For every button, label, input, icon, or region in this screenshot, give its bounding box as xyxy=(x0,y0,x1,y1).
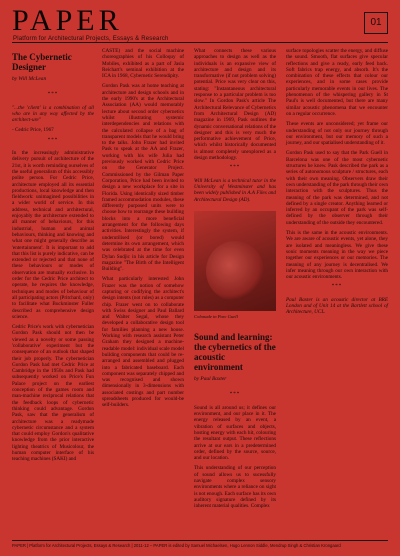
column-4 xyxy=(286,48,388,320)
section-separator: *** xyxy=(229,165,241,171)
bottom-divider xyxy=(12,540,388,541)
article-2-paragraph: Gordon Pask used to say that the Park Guell in Barcelona was one of the most cybernetic structures he knew. Pask described the park as a series of autonomous sculpture / structures, each with their own meaning. Observers draw their own understanding of the park through their own interaction with the sculptures. Thus the meaning of the park was determined, and not defined by a single creator. Anything learned or inferred by an occupant of the park was self-defined by the observer through their understanding of the outside they encountered. xyxy=(286,150,388,226)
article-1-paragraph: Cedric Price's work with cybernetician Gordon Pask should not then be viewed as a novelty or some passing 'collaborative' experiment but the consequence of an outlook that shaped their job properly. The cybernetician Gordon Pask had met Cedric Price at Cambridge in the 1950s and Pask had subsequently worked on Price's Fun Palace project on the earliest conception of the games room and man-machine reciprocal relations that the feedback loops of cybernetic thinking could advantage. Gordon Pask, saw that the generalism of architecture was a readymade cybernetic circumstance and a system that could employ Gordon's qualitative knowledge from the prior interactive lighting theatrics of Musicolour, the human computer interface of his teaching machines (SAKI) and xyxy=(12,324,94,463)
article-2-paragraph: Sound is all around us; it defines our environment, and our place in it. The energy released by an event, a vibration of surfaces and objects, hosting energy with each hit, colouring the resultant output. These reflections arrive at our ears in a predetermined order, defined by the source, source, and our location. xyxy=(194,404,276,462)
article-1-paragraph: What connects these various approaches to design as well as the individuals is an expansive view of architecture and design and its transformative (if not problem solving) potential. Price was very clear on this, stating: "Instantaneous architectural response to a particular problem is too slow." In Gordon Pask's article The Architectural Relevance of Cybernetics from Architectural Design (AD) magazine in 1969, Pask outlines the dynamic conversational relations of the designer and this is very much the performative achievement of Price, which whilst historically documented is almost completely unexplored as a design methodology. xyxy=(194,48,276,162)
section-separator: *** xyxy=(47,137,59,143)
article-1-paragraph: What particularly interested John Frazer was the notion of somehow capturing or codifying the architect's design intents (not rules) as a computer chip. Frazer went on to collaborate with Swiss designer and Paul Ballard and Walter Segal, whose they developed a collaborative design tool for families planning a new house. Working with research assistant Peter Graham they designed a machine-readable model: individual scale model building components that could be re-arranged and assembled and plugged into a fabricated baseboard. Each component was separately chipped and was recognised and shown dimensionally in 3-dimensions with associated costings and part number spreadsheets produced for would-be self-builders. xyxy=(102,276,184,409)
column-2 xyxy=(102,48,184,413)
column-1 xyxy=(12,48,94,467)
top-divider xyxy=(12,42,388,43)
article-1-quote-attribution: - Cedric Price, 1967 xyxy=(12,127,54,134)
article-2-paragraph: These events are unconsidered; yet frame our understanding of not only our journey through our environment, but our memory of such a journey, and our spatialised understanding of it. xyxy=(286,121,388,147)
masthead-subtitle: Platform for Architectural Projects, Essays & Research xyxy=(13,36,169,42)
article-1-paragraph: In the increasingly administrative delivery pursuit of architecture of the 21st, it is worth reminding ourselves of the useful generalism of this accessibly polite person. For Cedric Price, architecture employed all its essential productions, local knowledge and then fieldwork: unimagined possibilities in a wider world of service. In this address, technical and architectural, enjoyably the architecture extended to all manner of behaviours, for this industrial, human and animal behaviours, thinking and knowing and what one might generally describe as 'entertainment'. It is important to add that this list is purely indicative, can be extended or rejected and that none of these behaviours or modes of observation are mutually exclusive. In order for the Cedric Price architect to operate, he requires the knowledge, techniques and modes of behaviour of all participating actors (Pritchard, only) to facilitate what Buckminster Fuller described as comprehensive design science. xyxy=(12,150,94,320)
article-2-paragraph: surface topologies scatter the energy, and diffuse the sound. Smooth, flat surfaces give specular reflections and give a ready, early feed back. Soft fabrics trap energy, and absorb. It's the combination of these effects that colour our experiences, and in some cases provide particularly memorable events in our lives. The phenomenon of the whispering gallery in St Paul's is well documented, but there are many similar acoustic phenomena that we encounter on a regular occurrence. xyxy=(286,48,388,117)
article-2-byline: by Paul Baxter xyxy=(194,376,227,383)
article-2-paragraph: This is the same in the acoustic environments. We are aware of acoustic events, yet alone, they are isolated and meaningless. We give these sonic moments meaning in the way we piece together our experiences or our memories. The meaning of any journey is decentralised. We infer meaning through our own interaction with our acoustic environments. xyxy=(286,230,388,281)
issue-number: 01 xyxy=(364,12,388,34)
article-1-byline: by Will McLean xyxy=(12,76,47,82)
article-1-quote: "...the 'client' is a combination of all who are in any way affected by the architect-ure" xyxy=(12,104,94,124)
section-separator: *** xyxy=(229,392,241,398)
masthead xyxy=(12,4,388,44)
article-1-title: The Cybernetic Designer xyxy=(12,52,72,72)
section-separator: *** xyxy=(47,92,59,98)
footer-credits: PAPER | Platform for Architectural Projects, Essays & Research | 2011-12 – PAPER is edited by Samuel Michaelsen, Hugo Lennon Siddle, Mendrup Singh & Christian Krongaard xyxy=(12,543,341,548)
section-separator: *** xyxy=(331,284,343,290)
article-1-paragraph: Gordon Pask was at home teaching at architecture and design schools and in the early 1990's at the Architectural Association (AA) would memorably lecture about second order cybernetics whilst illustrating systemic interdependencies and relations with the calculated collapse of a bag of transparent models that he would bring to the talks. John Frazer had invited Pask to speak at the AA and Frazer, working with his wife Julia had previously worked with Cedric Price on the Generator Project. Commissioned by the Gilman Paper Corporation, Price had been invited to design a new workplace for a site in Florida. Using identically sized timber framed accommodation modules, these differently purposed units were to choose how to rearrange these building blocks into a more beneficial arrangement for the following days activities. Interestingly the system, if underutilised (or bored) would determine its own arrangement, which was celebrated at the time for even Dylan Sudjic in his article for Design magazine "The Birth of the Intelligent Building". xyxy=(102,83,184,273)
article-2-title: Sound and learning: the cybernetics of the acoustic environment xyxy=(194,332,276,373)
article-1-paragraph: CASTE) and the social machine choreographies of his Colloquy of Mobiles, exhibited as a part of Jasia Reichart's seminal exhibition at the ICA in 1968, Cybernetic Serendipity. xyxy=(102,48,184,80)
photo-caption: Colonade in Parc Guell xyxy=(194,313,238,319)
article-1-author-bio: Will McLean is a technical tutor in the University of Westminster and has been widely published in A.A Files and Architectural Design (AD). xyxy=(194,177,276,203)
park-guell-photo xyxy=(194,211,276,311)
article-2-author-bio: Paul Baxter is an acoustic director at BRE London and of Unit 14 at the Bartlett school of Architecture, UCL. xyxy=(286,296,388,316)
column-3 xyxy=(194,48,276,513)
masthead-title: PAPER xyxy=(12,4,123,37)
article-2-paragraph: This understanding of our perception of sound allows us to sucessfully navigate complex sensory environments where a reliance on sight is not enough. Each surface has its own auditory signature defined by its inherent material qualities. Complex xyxy=(194,465,276,510)
